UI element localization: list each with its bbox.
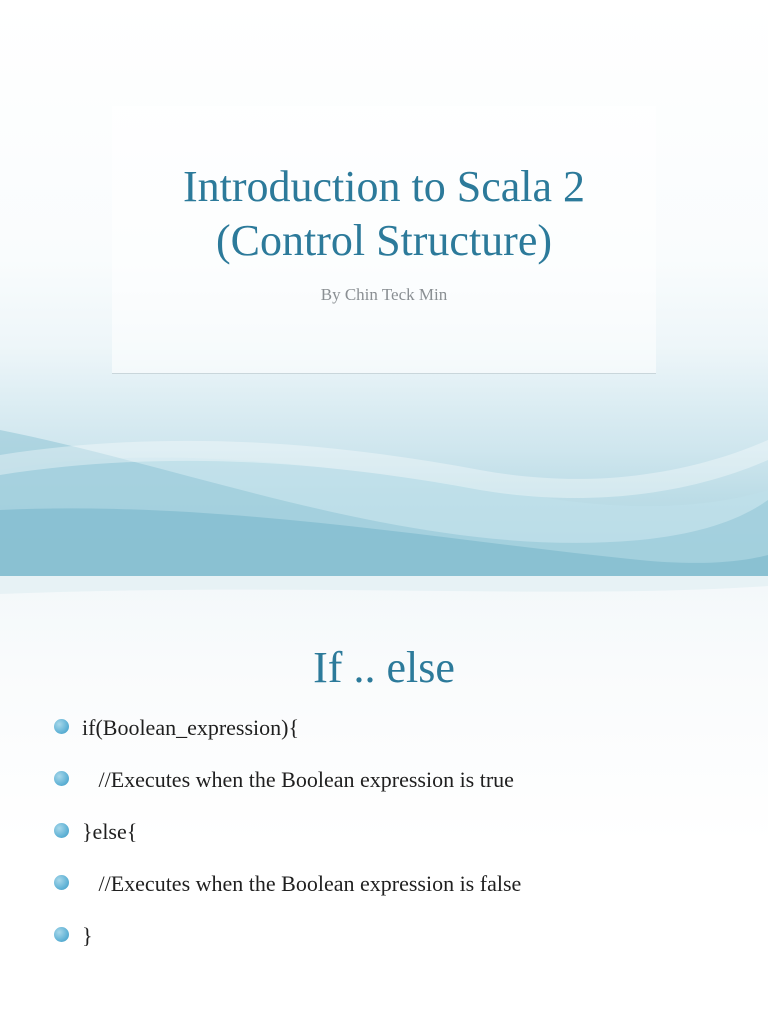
bullet-text: } bbox=[82, 923, 93, 948]
bullet-icon bbox=[54, 823, 69, 838]
bullet-icon bbox=[54, 875, 69, 890]
bullet-list bbox=[54, 716, 734, 976]
bullet-item bbox=[54, 716, 734, 768]
title-line-1: Introduction to Scala 2 bbox=[182, 162, 585, 211]
bullet-icon bbox=[54, 719, 69, 734]
author-subtitle: By Chin Teck Min bbox=[320, 285, 448, 304]
bullet-text: }else{ bbox=[82, 819, 138, 844]
title-line-2: (Control Structure) bbox=[215, 216, 553, 265]
bullet-item bbox=[54, 924, 734, 976]
bullet-text: //Executes when the Boolean expression is false bbox=[82, 871, 522, 896]
bullet-text: //Executes when the Boolean expression is true bbox=[82, 767, 514, 792]
bullet-item bbox=[54, 768, 734, 820]
content-slide bbox=[0, 576, 768, 1024]
bullet-item bbox=[54, 820, 734, 872]
bullet-text: if(Boolean_expression){ bbox=[82, 715, 300, 740]
bullet-icon bbox=[54, 771, 69, 786]
title-divider bbox=[112, 373, 656, 374]
slide-title: If .. else bbox=[313, 643, 455, 692]
bullet-item bbox=[54, 872, 734, 924]
bullet-icon bbox=[54, 927, 69, 942]
top-wave-decoration bbox=[0, 576, 768, 616]
presentation-title bbox=[112, 160, 656, 268]
